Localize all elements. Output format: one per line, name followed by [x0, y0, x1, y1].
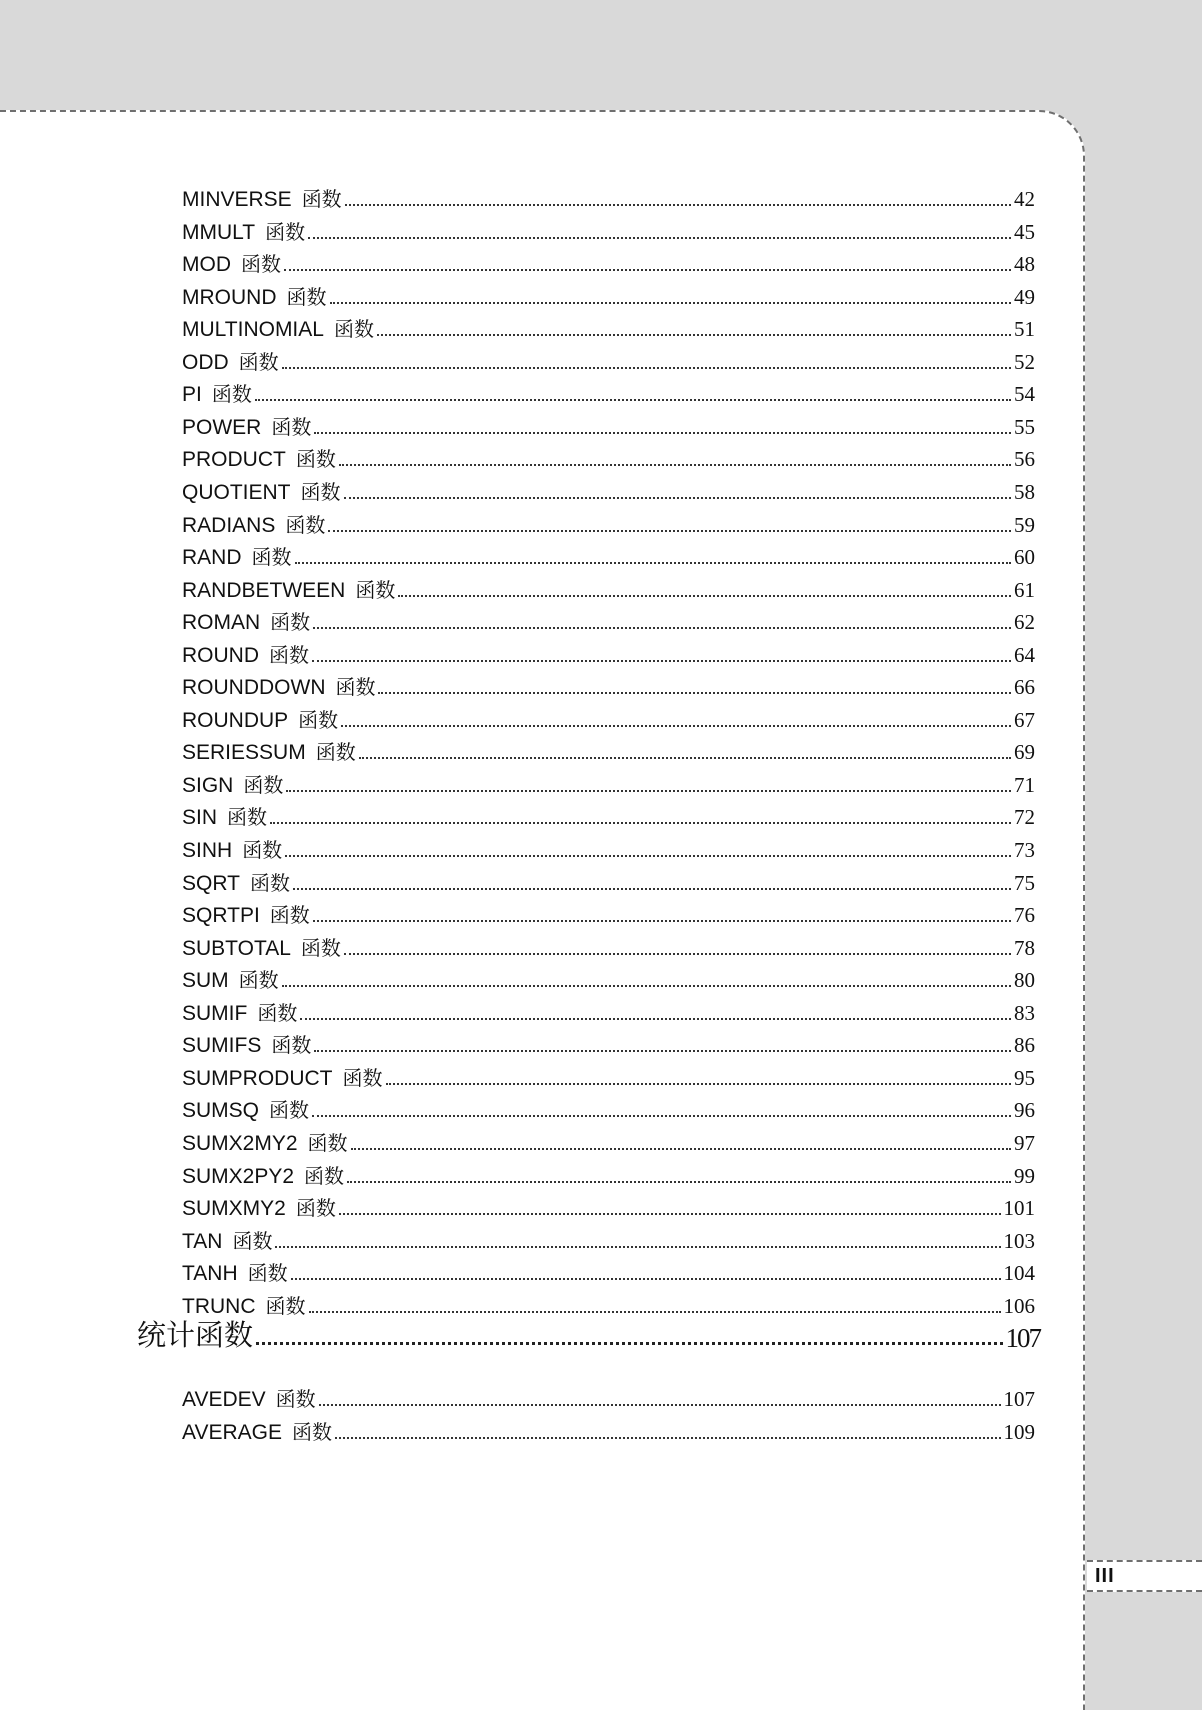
toc-entry[interactable]: [182, 1411, 1035, 1445]
entry-label: 函数: [238, 349, 279, 374]
toc-entry[interactable]: [182, 634, 1035, 668]
toc-entry[interactable]: [182, 731, 1035, 765]
dot-leader: [313, 626, 1011, 629]
entry-label: 函数: [342, 1065, 383, 1090]
toc-entry[interactable]: [182, 927, 1035, 961]
section-title: 统计函数: [137, 1318, 254, 1352]
entry-label: 函数: [241, 252, 281, 277]
entry-function-name: RAND: [182, 546, 242, 570]
entry-function-name: POWER: [182, 415, 262, 439]
entry-label: 函数: [295, 447, 336, 472]
entry-label: 函数: [242, 838, 283, 862]
entry-function-name: SUMIF: [182, 1001, 248, 1025]
toc-entry[interactable]: [182, 438, 1035, 472]
dot-leader: [255, 398, 1011, 401]
entry-page-number: 73: [1014, 838, 1035, 862]
entry-function-name: MROUND: [182, 285, 277, 309]
entry-function-name: SUMX2MY2: [182, 1131, 298, 1155]
entry-label: 函数: [249, 870, 290, 895]
dot-leader: [345, 203, 1011, 206]
dot-leader: [347, 1180, 1011, 1183]
entry-function-name: MULTINOMIAL: [182, 318, 324, 342]
entry-function-name: PI: [182, 383, 202, 407]
entry-function-name: AVERAGE: [182, 1420, 282, 1444]
page-number: III: [1095, 1565, 1115, 1587]
entry-label: 函数: [335, 675, 376, 700]
entry-function-name: MOD: [182, 253, 231, 277]
dot-leader: [256, 1341, 1002, 1345]
entry-page-number: 51: [1014, 317, 1035, 342]
entry-page-number: 99: [1014, 1163, 1035, 1188]
entry-function-name: RADIANS: [182, 513, 276, 537]
entry-label: 函数: [251, 545, 292, 570]
entry-function-name: MINVERSE: [182, 188, 292, 211]
entry-page-number: 69: [1014, 740, 1035, 765]
toc-entry[interactable]: [182, 959, 1035, 993]
entry-function-name: SERIESSUM: [182, 741, 306, 765]
toc-entry[interactable]: [182, 894, 1035, 928]
toc-entry[interactable]: [182, 1252, 1035, 1286]
entry-label: 函数: [243, 772, 284, 797]
entry-function-name: TAN: [182, 1229, 223, 1253]
dot-leader: [330, 301, 1012, 304]
toc-entry[interactable]: [182, 1378, 1035, 1412]
entry-label: 函数: [355, 577, 396, 602]
dot-leader: [291, 1277, 1001, 1280]
dot-leader: [378, 691, 1011, 694]
dot-leader: [308, 236, 1011, 239]
entry-label: 函数: [269, 903, 310, 928]
toc-entry[interactable]: [182, 862, 1035, 896]
entry-page-number: 103: [1003, 1228, 1035, 1253]
dot-leader: [339, 463, 1011, 466]
entry-function-name: ROUNDDOWN: [182, 676, 326, 700]
entry-page-number: 52: [1014, 349, 1035, 374]
dot-leader: [270, 821, 1011, 824]
entry-function-name: SUM: [182, 969, 229, 993]
dot-leader: [359, 756, 1011, 759]
entry-label: 函数: [271, 1033, 312, 1058]
entry-page-number: 66: [1014, 675, 1035, 700]
entry-page-number: 64: [1014, 642, 1035, 667]
entry-function-name: RANDBETWEEN: [182, 578, 346, 602]
entry-page-number: 83: [1014, 1000, 1035, 1025]
toc-entry[interactable]: [182, 1122, 1035, 1156]
toc-entry[interactable]: [182, 178, 1035, 212]
entry-label: 函数: [291, 1419, 332, 1444]
toc-entry[interactable]: [182, 406, 1035, 440]
toc-entry[interactable]: [182, 536, 1035, 570]
entry-page-number: 106: [1003, 1293, 1035, 1318]
entry-page-number: 61: [1014, 577, 1035, 602]
dot-leader: [339, 1212, 1001, 1215]
dot-leader: [300, 1017, 1011, 1020]
dot-leader: [312, 659, 1011, 662]
entry-label: 函数: [295, 1196, 336, 1221]
entry-page-number: 97: [1014, 1130, 1035, 1155]
entry-function-name: ROUNDUP: [182, 708, 289, 732]
toc-entry[interactable]: [182, 1024, 1035, 1058]
dot-leader: [341, 724, 1011, 727]
entry-label: 函数: [275, 1387, 316, 1411]
entry-function-name: SUBTOTAL: [182, 936, 291, 960]
entry-function-name: PRODUCT: [182, 448, 286, 472]
entry-label: 函数: [307, 1130, 348, 1155]
dot-leader: [313, 919, 1011, 922]
entry-page-number: 95: [1014, 1065, 1035, 1090]
entry-label: 函数: [265, 1293, 306, 1318]
toc-entry[interactable]: [182, 1187, 1035, 1221]
entry-label: 函数: [269, 1098, 310, 1123]
entry-page-number: 96: [1014, 1098, 1035, 1123]
entry-label: 函数: [211, 382, 252, 407]
toc-entry[interactable]: [182, 829, 1035, 863]
entry-page-number: 60: [1014, 545, 1035, 570]
toc-entry[interactable]: [182, 308, 1035, 342]
toc-entry[interactable]: [182, 1057, 1035, 1091]
dot-leader: [344, 952, 1011, 955]
entry-page-number: 62: [1014, 610, 1035, 635]
toc-entry[interactable]: [182, 699, 1035, 733]
dot-leader: [282, 366, 1011, 369]
entry-function-name: ROUND: [182, 643, 259, 667]
entry-function-name: QUOTIENT: [182, 480, 291, 504]
toc-entry[interactable]: [182, 211, 1035, 245]
dot-leader: [286, 789, 1011, 792]
dot-leader: [328, 529, 1011, 532]
entry-function-name: ROMAN: [182, 611, 261, 635]
entry-function-name: SUMXMY2: [182, 1197, 286, 1221]
entry-label: 函数: [315, 740, 356, 765]
entry-page-number: 59: [1014, 512, 1035, 537]
entry-label: 函数: [301, 187, 342, 211]
entry-page-number: 56: [1014, 447, 1035, 472]
dot-leader: [314, 1049, 1011, 1052]
dot-leader: [351, 1147, 1011, 1150]
entry-function-name: AVEDEV: [182, 1388, 266, 1411]
entry-label: 函数: [257, 1000, 298, 1025]
entry-page-number: 54: [1014, 382, 1035, 407]
toc-entry[interactable]: [182, 666, 1035, 700]
dot-leader: [282, 984, 1011, 987]
dot-leader: [377, 333, 1011, 336]
entry-page-number: 49: [1014, 284, 1035, 309]
entry-function-name: SINH: [182, 839, 233, 862]
toc-entry[interactable]: [182, 373, 1035, 407]
entry-label: 函数: [269, 642, 309, 667]
entry-page-number: 75: [1014, 870, 1035, 895]
dot-leader: [398, 594, 1011, 597]
toc-entry[interactable]: [182, 601, 1035, 635]
entry-label: 函数: [271, 414, 312, 439]
entry-page-number: 109: [1003, 1419, 1035, 1444]
entry-label: 函数: [227, 805, 268, 830]
dot-leader: [319, 1403, 1001, 1406]
entry-label: 函数: [247, 1261, 288, 1286]
entry-label: 函数: [270, 610, 311, 635]
dot-leader: [285, 854, 1011, 857]
entry-page-number: 71: [1014, 772, 1035, 797]
toc-entry[interactable]: [182, 992, 1035, 1026]
entry-function-name: TANH: [182, 1262, 238, 1286]
toc-entry[interactable]: [182, 243, 1035, 277]
entry-label: 函数: [286, 284, 327, 309]
entry-page-number: 58: [1014, 479, 1035, 504]
entry-page-number: 78: [1014, 935, 1035, 960]
dot-leader: [293, 887, 1011, 890]
toc-entry[interactable]: [182, 504, 1035, 538]
entry-function-name: SIGN: [182, 773, 234, 797]
entry-page-number: 86: [1014, 1033, 1035, 1058]
entry-page-number: 55: [1014, 414, 1035, 439]
entry-page-number: 76: [1014, 903, 1035, 928]
toc-entry[interactable]: [182, 1089, 1035, 1123]
entry-function-name: MMULT: [182, 220, 256, 244]
entry-function-name: SUMPRODUCT: [182, 1066, 333, 1090]
entry-label: 函数: [304, 1163, 345, 1188]
dot-leader: [386, 1082, 1012, 1085]
toc-entry[interactable]: [182, 1220, 1035, 1254]
entry-page-number: 67: [1014, 707, 1035, 732]
dot-leader: [314, 431, 1011, 434]
toc-entry[interactable]: [182, 569, 1035, 603]
entry-label: 函数: [300, 935, 341, 960]
entry-function-name: SUMSQ: [182, 1099, 260, 1123]
entry-label: 函数: [265, 219, 306, 244]
page-number-tab: [1087, 1560, 1202, 1592]
dot-leader: [284, 268, 1011, 271]
entry-page-number: 72: [1014, 805, 1035, 830]
entry-label: 函数: [298, 707, 339, 732]
entry-page-number: 42: [1014, 187, 1035, 211]
entry-function-name: SQRTPI: [182, 904, 260, 928]
dot-leader: [275, 1245, 1000, 1248]
entry-label: 函数: [232, 1228, 273, 1253]
dot-leader: [312, 1114, 1011, 1117]
toc-entry[interactable]: [182, 1155, 1035, 1189]
entry-page-number: 104: [1003, 1261, 1035, 1286]
toc-entry[interactable]: [182, 341, 1035, 375]
toc-entry[interactable]: [182, 276, 1035, 310]
toc-entry[interactable]: [182, 471, 1035, 505]
entry-function-name: SUMIFS: [182, 1034, 262, 1058]
toc-section-heading[interactable]: [137, 1312, 1040, 1354]
dot-leader: [335, 1436, 1001, 1439]
entry-label: 函数: [238, 968, 279, 993]
toc-entry[interactable]: [182, 796, 1035, 830]
entry-page-number: 45: [1014, 219, 1035, 244]
toc-entry[interactable]: [182, 764, 1035, 798]
entry-label: 函数: [285, 512, 326, 537]
entry-function-name: TRUNC: [182, 1294, 256, 1318]
entry-function-name: SQRT: [182, 871, 240, 895]
entry-function-name: SIN: [182, 806, 218, 830]
dot-leader: [344, 496, 1012, 499]
section-page-number: 107: [1005, 1323, 1040, 1353]
entry-label: 函数: [333, 317, 374, 342]
entry-label: 函数: [300, 479, 341, 504]
entry-function-name: ODD: [182, 350, 229, 374]
entry-function-name: SUMX2PY2: [182, 1164, 295, 1188]
entry-page-number: 101: [1003, 1196, 1035, 1221]
dot-leader: [295, 561, 1011, 564]
entry-page-number: 48: [1014, 252, 1035, 277]
entry-page-number: 80: [1014, 968, 1035, 993]
entry-page-number: 107: [1003, 1387, 1035, 1411]
